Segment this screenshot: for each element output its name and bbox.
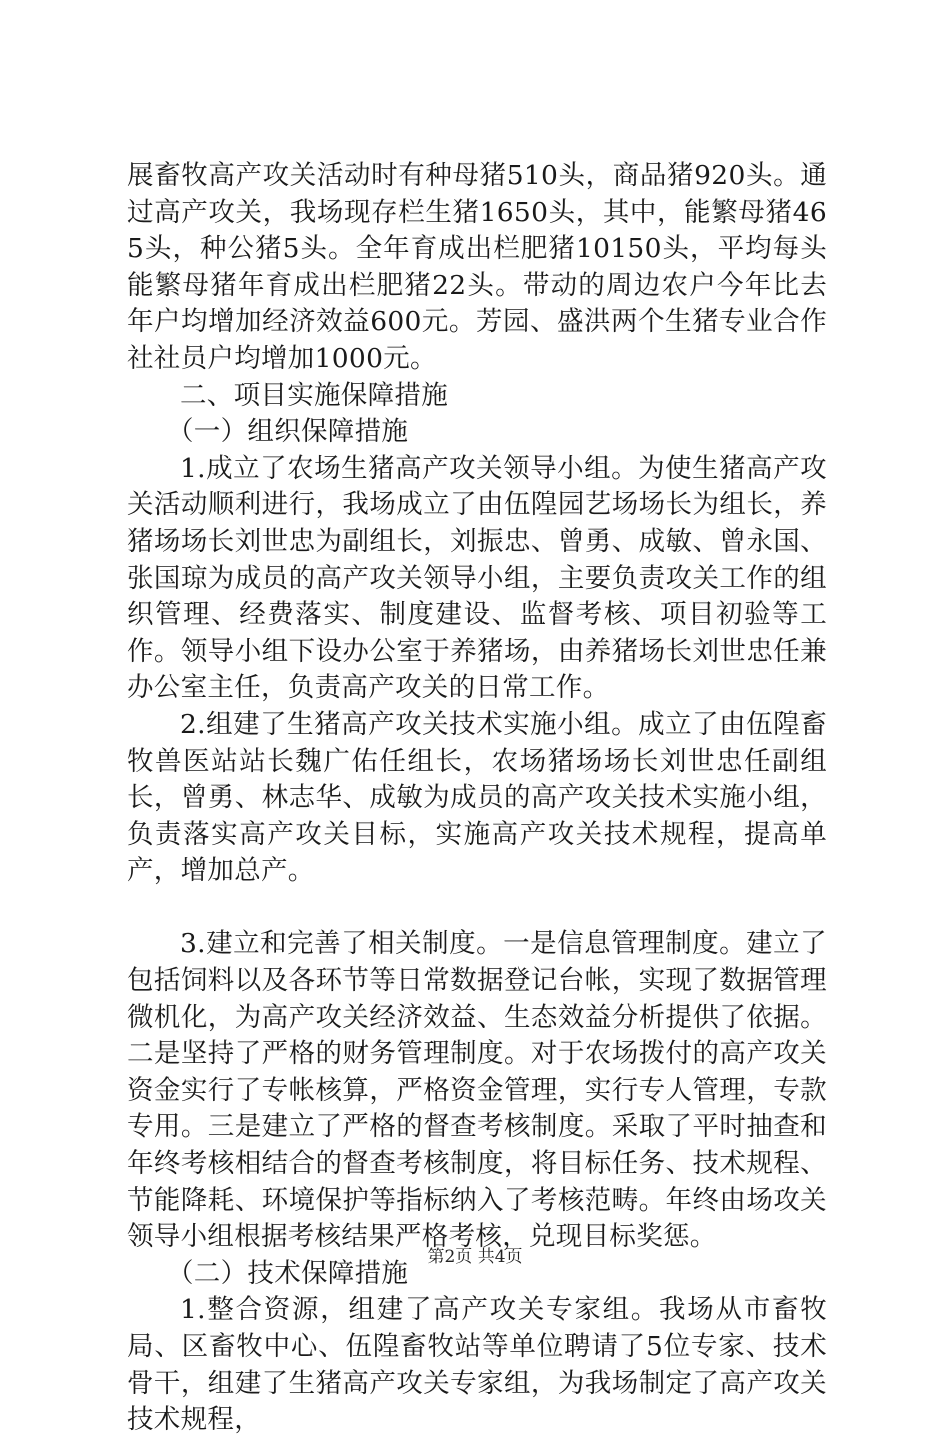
subsection-heading-organization: （一）组织保障措施 bbox=[167, 416, 409, 448]
paragraph-gap bbox=[127, 890, 827, 927]
page-number-footer: 第2页 共4页 bbox=[427, 1247, 523, 1267]
paragraph-leadership-group: 1.成立了农场生猪高产攻关领导小组。为使生猪高产攻关活动顺利进行，我场成立了由伍隍园艺场场长为组长，养猪场场长刘世忠为副组长，刘振忠、曾勇、成敏、曾永国、张国琼为成员的高产攻关领导小组，主要负责攻关工作的组织管理、经费落实、制度建设、监督考核、项目初验等工作。领导小组下设办公室于养猪场，由养猪场长刘世忠任兼办公室主任，负责高产攻关的日常工作。 bbox=[127, 452, 827, 704]
paragraph-results: 展畜牧高产攻关活动时有种母猪510头，商品猪920头。通过高产攻关，我场现存栏生猪1650头，其中，能繁母猪465头，种公猪5头。全年育成出栏肥猪10150头，平均每头能繁母猪年育成出栏肥猪22头。带动的周边农户今年比去年户均增加经济效益600元。芳园、盛洪两个生猪专业合作社社员户均增加1000元。 bbox=[127, 160, 827, 374]
subsection-heading-technical: （二）技术保障措施 bbox=[167, 1257, 409, 1289]
paragraph-expert-group: 1.整合资源，组建了高产攻关专家组。我场从市畜牧局、区畜牧中心、伍隍畜牧站等单位聘请了5位专家、技术骨干，组建了生猪高产攻关专家组，为我场制定了高产攻关技术规程， bbox=[127, 1294, 827, 1436]
paragraph-technical-group: 2.组建了生猪高产攻关技术实施小组。成立了由伍隍畜牧兽医站站长魏广佑任组长，农场猪场场长刘世忠任副组长，曾勇、林志华、成敏为成员的高产攻关技术实施小组，负责落实高产攻关目标，实施高产攻关技术规程，提高单产，增加总产。 bbox=[127, 708, 827, 887]
section-heading-guarantee-measures: 二、项目实施保障措施 bbox=[180, 379, 448, 411]
paragraph-regulations: 3.建立和完善了相关制度。一是信息管理制度。建立了包括饲料以及各环节等日常数据登记台帐，实现了数据管理微机化，为高产攻关经济效益、生态效益分析提供了依据。二是坚持了严格的财务管理制度。对于农场拨付的高产攻关资金实行了专帐核算，严格资金管理，实行专人管理，专款专用。三是建立了严格的督查考核制度。采取了平时抽查和年终考核相结合的督查考核制度，将目标任务、技术规程、节能降耗、环境保护等指标纳入了考核范畴。年终由场攻关领导小组根据考核结果严格考核，兑现目标奖惩。 bbox=[127, 928, 827, 1253]
